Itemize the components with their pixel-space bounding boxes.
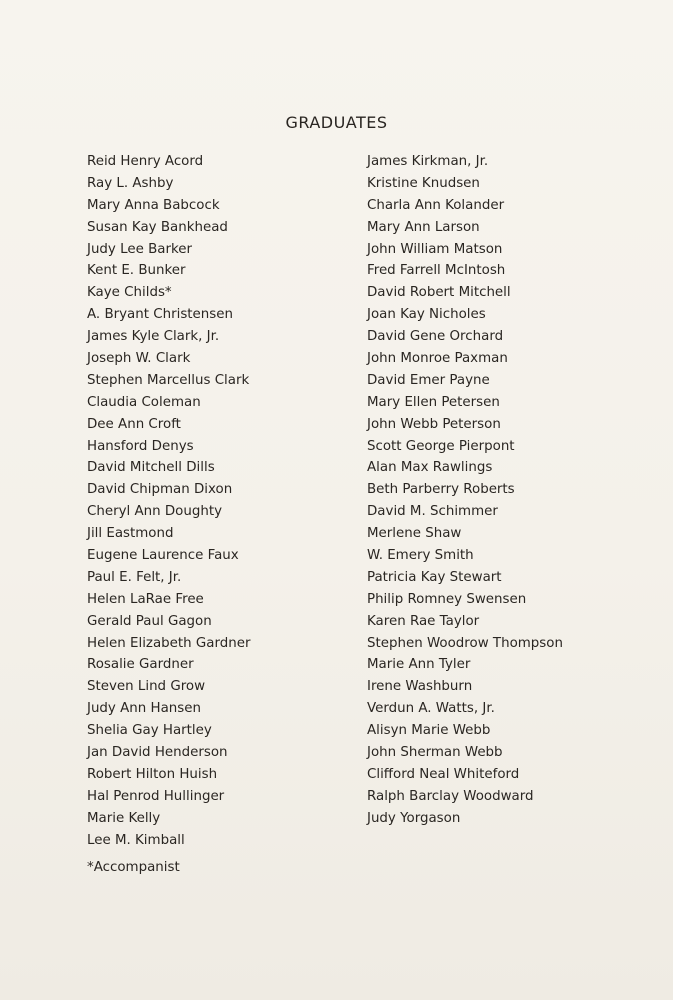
graduate-name: Stephen Marcellus Clark	[87, 372, 250, 388]
graduate-name: David M. Schimmer	[367, 504, 498, 520]
graduate-name: John William Matson	[367, 241, 503, 257]
graduate-name: Claudia Coleman	[87, 394, 201, 410]
graduate-name: Gerald Paul Gagon	[87, 613, 212, 629]
graduate-name: Helen Elizabeth Gardner	[87, 635, 251, 651]
graduate-name: Marie Kelly	[87, 810, 161, 826]
graduate-name: Mary Anna Babcock	[87, 197, 220, 213]
graduate-name: Paul E. Felt, Jr.	[87, 569, 182, 585]
graduate-name: Alan Max Rawlings	[367, 460, 493, 476]
graduate-name: Judy Ann Hansen	[87, 701, 201, 717]
graduates-list-left	[87, 151, 250, 852]
graduate-name: Helen LaRae Free	[87, 591, 204, 607]
graduate-name: David Gene Orchard	[367, 329, 504, 345]
graduate-name: Hal Penrod Hullinger	[87, 788, 225, 804]
graduate-name: Patricia Kay Stewart	[367, 569, 502, 585]
graduate-name: David Robert Mitchell	[367, 285, 511, 301]
graduate-name: David Chipman Dixon	[87, 482, 233, 498]
graduate-name: Verdun A. Watts, Jr.	[367, 701, 495, 717]
graduate-name: Fred Farrell McIntosh	[367, 263, 506, 279]
graduate-name: Stephen Woodrow Thompson	[367, 635, 563, 651]
graduate-name: Ray L. Ashby	[87, 175, 174, 191]
graduate-name: Reid Henry Acord	[87, 154, 204, 169]
graduate-name: Irene Washburn	[367, 679, 473, 695]
graduate-name: Eugene Laurence Faux	[87, 548, 239, 564]
graduate-name: James Kyle Clark, Jr.	[87, 329, 220, 345]
graduate-name: Mary Ann Larson	[367, 219, 480, 235]
graduate-name: Kristine Knudsen	[367, 175, 480, 191]
graduate-name: Hansford Denys	[87, 438, 194, 454]
graduate-name: James Kirkman, Jr.	[367, 154, 489, 169]
graduate-name: Cheryl Ann Doughty	[87, 504, 223, 520]
graduate-name: John Webb Peterson	[367, 416, 501, 432]
graduate-name: Alisyn Marie Webb	[367, 723, 491, 739]
graduate-name: Dee Ann Croft	[87, 416, 181, 432]
graduate-name: W. Emery Smith	[367, 548, 474, 564]
graduate-name: Scott George Pierpont	[367, 438, 515, 454]
graduate-name: Charla Ann Kolander	[367, 197, 505, 213]
footnote: *Accompanist	[87, 860, 180, 875]
graduate-name: Jan David Henderson	[87, 745, 228, 761]
graduate-name: Mary Ellen Petersen	[367, 394, 500, 410]
graduate-name: David Emer Payne	[367, 372, 490, 388]
graduate-name: John Sherman Webb	[367, 745, 503, 761]
graduate-name: Judy Yorgason	[367, 810, 461, 826]
graduate-name: Robert Hilton Huish	[87, 766, 218, 782]
graduate-name: Rosalie Gardner	[87, 657, 194, 673]
graduate-name: Shelia Gay Hartley	[87, 723, 212, 739]
graduate-name: Merlene Shaw	[367, 526, 462, 542]
graduate-name: Joan Kay Nicholes	[367, 307, 486, 323]
graduate-name: Judy Lee Barker	[87, 241, 192, 257]
graduate-name: John Monroe Paxman	[367, 351, 508, 367]
graduate-name: Lee M. Kimball	[87, 832, 185, 848]
graduate-name: Jill Eastmond	[87, 526, 174, 542]
graduate-name: Clifford Neal Whiteford	[367, 766, 520, 782]
graduate-name: Beth Parberry Roberts	[367, 482, 515, 498]
graduate-name: Steven Lind Grow	[87, 679, 206, 695]
graduate-name: Ralph Barclay Woodward	[367, 788, 534, 804]
graduate-name: Kaye Childs*	[87, 285, 172, 301]
graduate-name: David Mitchell Dills	[87, 460, 215, 476]
graduate-name: Marie Ann Tyler	[367, 657, 471, 673]
graduate-name: A. Bryant Christensen	[87, 307, 233, 323]
graduate-name: Philip Romney Swensen	[367, 591, 527, 607]
graduate-name: Kent E. Bunker	[87, 263, 186, 279]
graduate-name: Karen Rae Taylor	[367, 613, 480, 629]
graduate-name: Joseph W. Clark	[87, 351, 191, 367]
graduates-list-right	[367, 151, 563, 830]
graduate-name: Susan Kay Bankhead	[87, 219, 228, 235]
page-title: GRADUATES	[285, 113, 388, 132]
